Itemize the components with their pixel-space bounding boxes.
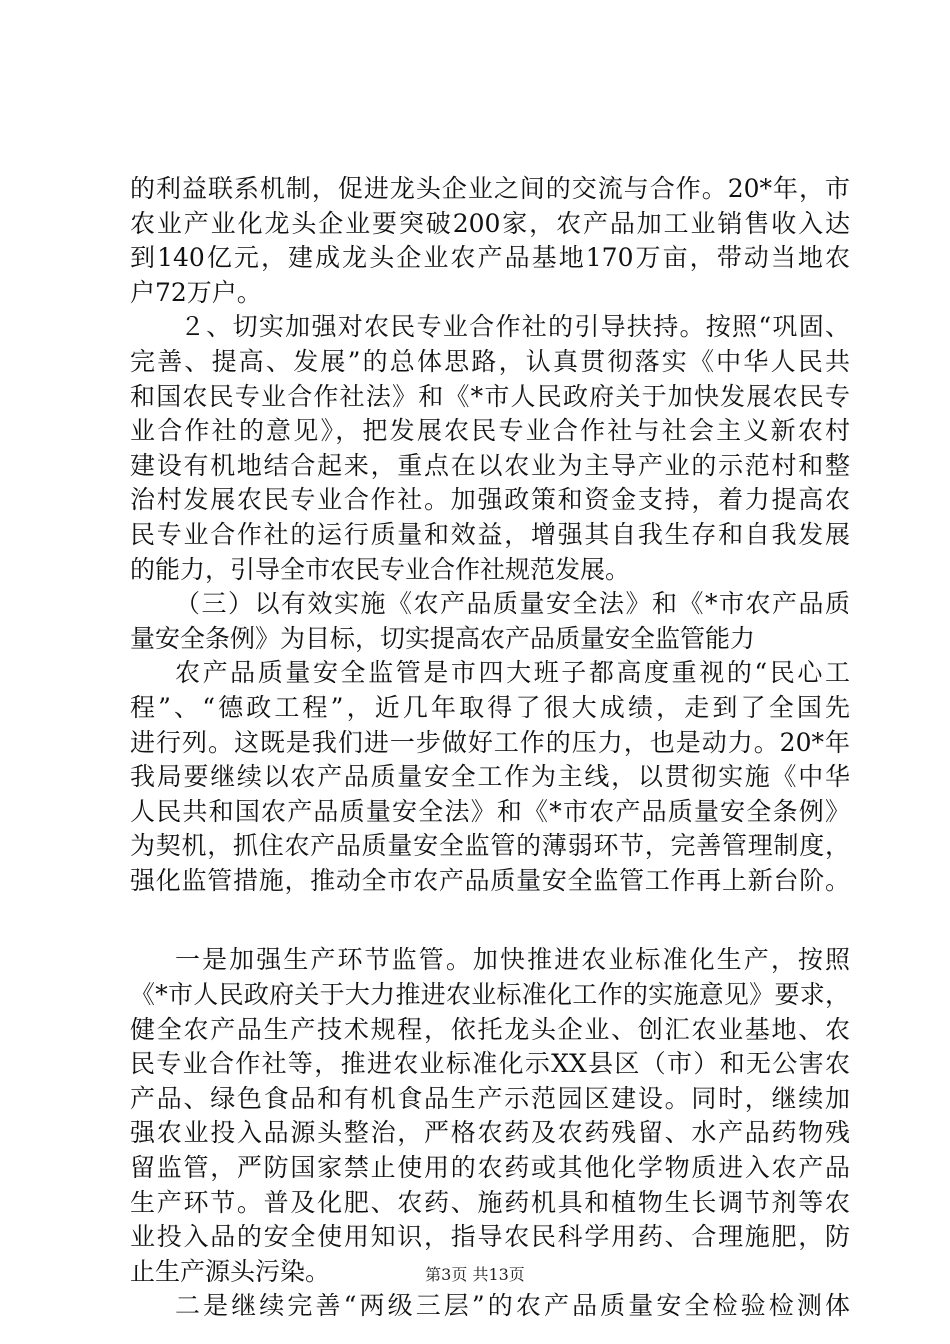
text-line: 业合作社的意见》，把发展农民专业合作社与社会主义新农村 xyxy=(130,416,850,446)
section-heading-line: （三）以有效实施《农产品质量安全法》和《*市农产品质 xyxy=(175,589,850,619)
text-line: 和国农民专业合作社法》和《*市人民政府关于加快发展农民专 xyxy=(130,381,850,411)
page-number-footer: 第3页 共13页 xyxy=(425,1265,525,1284)
text-line: 的能力，引导全市农民专业合作社规范发展。 xyxy=(130,554,631,584)
text-line: 强化监管措施，推动全市农产品质量安全监管工作再上新台阶。 xyxy=(130,865,850,895)
text-line: 程”、“德政工程”，近几年取得了很大成绩，走到了全国先 xyxy=(130,692,850,722)
text-line: 强农业投入品源头整治，严格农药及农药残留、水产品药物残 xyxy=(130,1118,850,1148)
text-line: 民专业合作社等，推进农业标准化示XX县区（市）和无公害农 xyxy=(130,1049,850,1079)
section-heading-line: 量安全条例》为目标，切实提高农产品质量安全监管能力 xyxy=(130,623,756,653)
text-line: 进行列。这既是我们进一步做好工作的压力，也是动力。20*年 xyxy=(130,727,850,757)
text-line: 一是加强生产环节监管。加快推进农业标准化生产，按照 xyxy=(175,945,850,975)
text-line: 为契机，抓住农产品质量安全监管的薄弱环节，完善管理制度， xyxy=(130,831,850,861)
text-line: 人民共和国农产品质量安全法》和《*市农产品质量安全条例》 xyxy=(130,796,850,826)
text-line: 完善、提高、发展”的总体思路，认真贯彻落实《中华人民共 xyxy=(130,346,850,376)
text-line: 治村发展农民专业合作社。加强政策和资金支持，着力提高农 xyxy=(130,485,850,515)
text-line: 户72万户。 xyxy=(130,277,262,307)
text-line: 农业产业化龙头企业要突破200家，农产品加工业销售收入达 xyxy=(130,208,850,238)
text-line: 健全农产品生产技术规程，依托龙头企业、创汇农业基地、农 xyxy=(130,1014,850,1044)
text-line: 建设有机地结合起来，重点在以农业为主导产业的示范村和整 xyxy=(130,450,850,480)
document-body xyxy=(130,172,850,1324)
text-line: 止生产源头污染。 xyxy=(130,1256,331,1286)
text-line: ２、切实加强对农民专业合作社的引导扶持。按照“巩固、 xyxy=(180,312,850,342)
text-line: 《*市人民政府关于大力推进农业标准化工作的实施意见》要求， xyxy=(130,980,850,1010)
text-line: 生产环节。普及化肥、农药、施药机具和植物生长调节剂等农 xyxy=(130,1187,850,1217)
text-line: 的利益联系机制，促进龙头企业之间的交流与合作。20*年，市 xyxy=(130,174,850,203)
text-line: 民专业合作社的运行质量和效益，增强其自我生存和自我发展 xyxy=(130,519,850,549)
text-line: 农产品质量安全监管是市四大班子都高度重视的“民心工 xyxy=(175,658,850,688)
text-line: 到140亿元，建成龙头企业农产品基地170万亩，带动当地农 xyxy=(130,243,850,273)
text-line: 产品、绿色食品和有机食品生产示范园区建设。同时，继续加 xyxy=(130,1083,850,1113)
text-line: 我局要继续以农产品质量安全工作为主线，以贯彻实施《中华 xyxy=(130,762,850,792)
text-line: 业投入品的安全使用知识，指导农民科学用药、合理施肥，防 xyxy=(130,1222,850,1252)
paragraph-gap xyxy=(130,898,850,943)
text-line: 留监管，严防国家禁止使用的农药或其他化学物质进入农产品 xyxy=(130,1153,850,1183)
text-line: 二是继续完善“两级三层”的农产品质量安全检验检测体 xyxy=(175,1291,850,1321)
